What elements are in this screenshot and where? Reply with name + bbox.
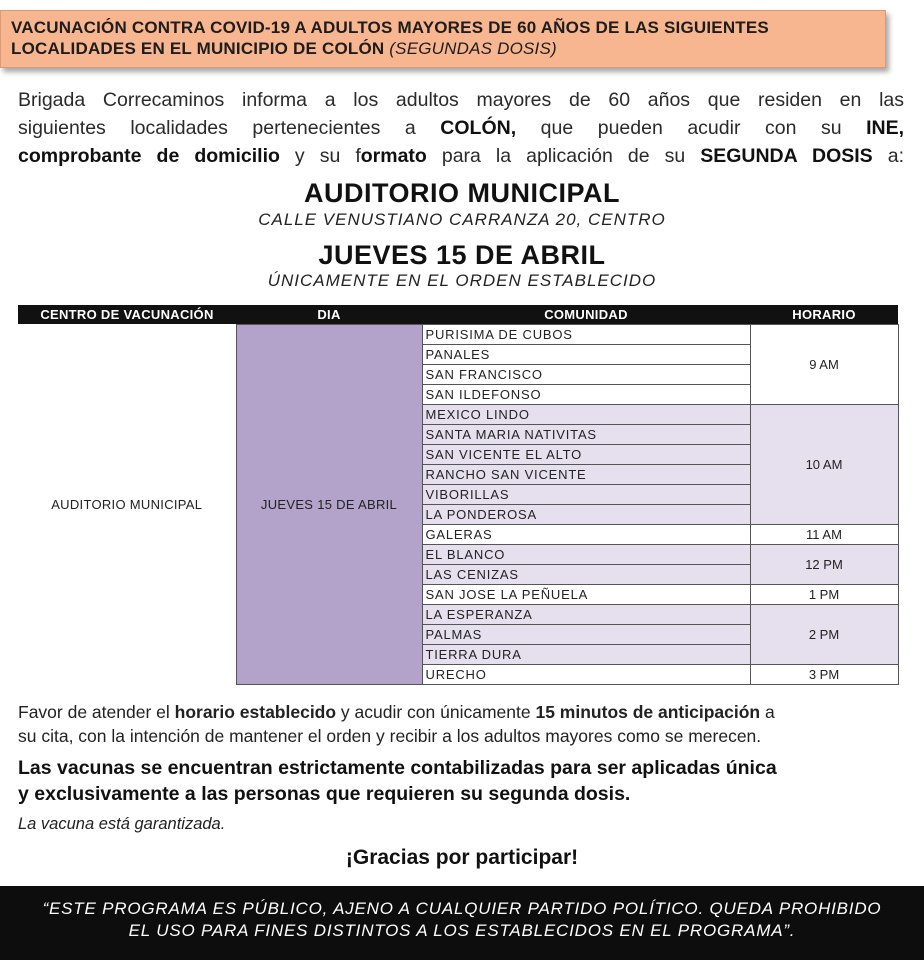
schedule-table: [18, 305, 899, 685]
community-cell: LA ESPERANZA: [422, 604, 750, 624]
hour-cell: 1 PM: [750, 584, 898, 604]
intro-format: ormato: [360, 145, 427, 167]
intro-ine: INE,: [866, 117, 905, 139]
center-cell: AUDITORIO MUNICIPAL: [18, 324, 236, 684]
banner-title-location: LOCALIDADES EN EL MUNICIPIO DE COLÓN: [11, 39, 385, 58]
vaccination-date: JUEVES 15 DE ABRIL: [318, 240, 606, 270]
banner-title-line1: VACUNACIÓN CONTRA COVID-19 A ADULTOS MAYORES DE 60 AÑOS DE LAS SIGUIENTES: [11, 18, 769, 37]
header-banner: [0, 10, 886, 68]
intro-text: y su f: [279, 145, 361, 167]
community-cell: GALERAS: [422, 524, 750, 544]
intro-municipality: COLÓN,: [440, 117, 517, 139]
strict-line-1: Las vacunas se encuentran estrictamente contabilizadas para ser aplicadas única: [18, 757, 777, 779]
intro-text: que pueden acudir con su: [516, 117, 867, 139]
legal-footer: [0, 886, 924, 960]
banner-dose-note: (SEGUNDAS DOSIS): [389, 39, 557, 58]
footer-line-1: “ESTE PROGRAMA ES PÚBLICO, AJENO A CUALQUIER PARTIDO POLÍTICO. QUEDA PROHIBIDO: [42, 899, 882, 918]
community-cell: MEXICO LINDO: [422, 404, 750, 424]
hour-cell: 9 AM: [750, 324, 898, 404]
community-cell: SANTA MARIA NATIVITAS: [422, 424, 750, 444]
community-cell: LAS CENIZAS: [422, 564, 750, 584]
intro-second-dose: SEGUNDA DOSIS: [700, 145, 873, 167]
community-cell: PURISIMA DE CUBOS: [422, 324, 750, 344]
hour-cell: 11 AM: [750, 524, 898, 544]
notice-text: Favor de atender el: [18, 702, 175, 722]
hour-cell: 2 PM: [750, 604, 898, 664]
venue-address: CALLE VENUSTIANO CARRANZA 20, CENTRO: [258, 210, 666, 229]
notice-text: y acudir con únicamente: [336, 702, 536, 722]
day-cell: JUEVES 15 DE ABRIL: [236, 324, 422, 684]
strict-line-2: y exclusivamente a las personas que requieren su segunda dosis.: [18, 783, 631, 805]
intro-text: para la aplicación de su: [426, 145, 701, 167]
notice-minutes: 15 minutos de anticipación: [535, 702, 761, 722]
community-cell: VIBORILLAS: [422, 484, 750, 504]
guarantee-note: La vacuna está garantizada.: [18, 815, 226, 833]
community-cell: RANCHO SAN VICENTE: [422, 464, 750, 484]
header-schedule: HORARIO: [750, 305, 898, 324]
notice-line-1: [18, 700, 904, 724]
intro-text: a:: [872, 145, 904, 167]
schedule-notice: [18, 700, 904, 748]
strict-notice: [18, 755, 904, 807]
footer-line-2: EL USO PARA FINES DISTINTOS A LOS ESTABLECIDOS EN EL PROGRAMA”.: [128, 921, 796, 940]
intro-line-1: Brigada Correcaminos informa a los adultos mayores de 60 años que residen en las: [18, 89, 904, 111]
community-cell: EL BLANCO: [422, 544, 750, 564]
community-cell: SAN ILDEFONSO: [422, 384, 750, 404]
thanks-message: ¡Gracias por participar!: [345, 846, 579, 869]
community-cell: TIERRA DURA: [422, 644, 750, 664]
header-community: COMUNIDAD: [422, 305, 750, 324]
notice-schedule: horario establecido: [174, 702, 337, 722]
intro-line-3: [18, 142, 904, 170]
community-cell: PANALES: [422, 344, 750, 364]
banner-title-line2: [11, 38, 875, 59]
intro-text: siguientes localidades pertenecientes a: [18, 117, 441, 139]
community-cell: PALMAS: [422, 624, 750, 644]
notice-text: a: [760, 702, 775, 722]
venue-title: AUDITORIO MUNICIPAL: [304, 178, 620, 208]
header-center: CENTRO DE VACUNACIÓN: [18, 305, 236, 324]
table-row: [18, 324, 898, 344]
hour-cell: 12 PM: [750, 544, 898, 584]
intro-paragraph: [18, 86, 904, 170]
community-cell: URECHO: [422, 664, 750, 684]
order-note: ÚNICAMENTE EN EL ORDEN ESTABLECIDO: [267, 271, 657, 290]
hour-cell: 3 PM: [750, 664, 898, 684]
community-cell: SAN FRANCISCO: [422, 364, 750, 384]
community-cell: LA PONDEROSA: [422, 504, 750, 524]
notice-line-2: su cita, con la intención de mantener el orden y recibir a los adultos mayores como se merecen.: [18, 726, 762, 746]
community-cell: SAN JOSE LA PEÑUELA: [422, 584, 750, 604]
hour-cell: 10 AM: [750, 404, 898, 524]
community-cell: SAN VICENTE EL ALTO: [422, 444, 750, 464]
intro-line-2: [18, 114, 904, 142]
table-header-row: [18, 305, 898, 324]
intro-proof-address: comprobante de domicilio: [18, 145, 280, 167]
header-day: DIA: [236, 305, 422, 324]
